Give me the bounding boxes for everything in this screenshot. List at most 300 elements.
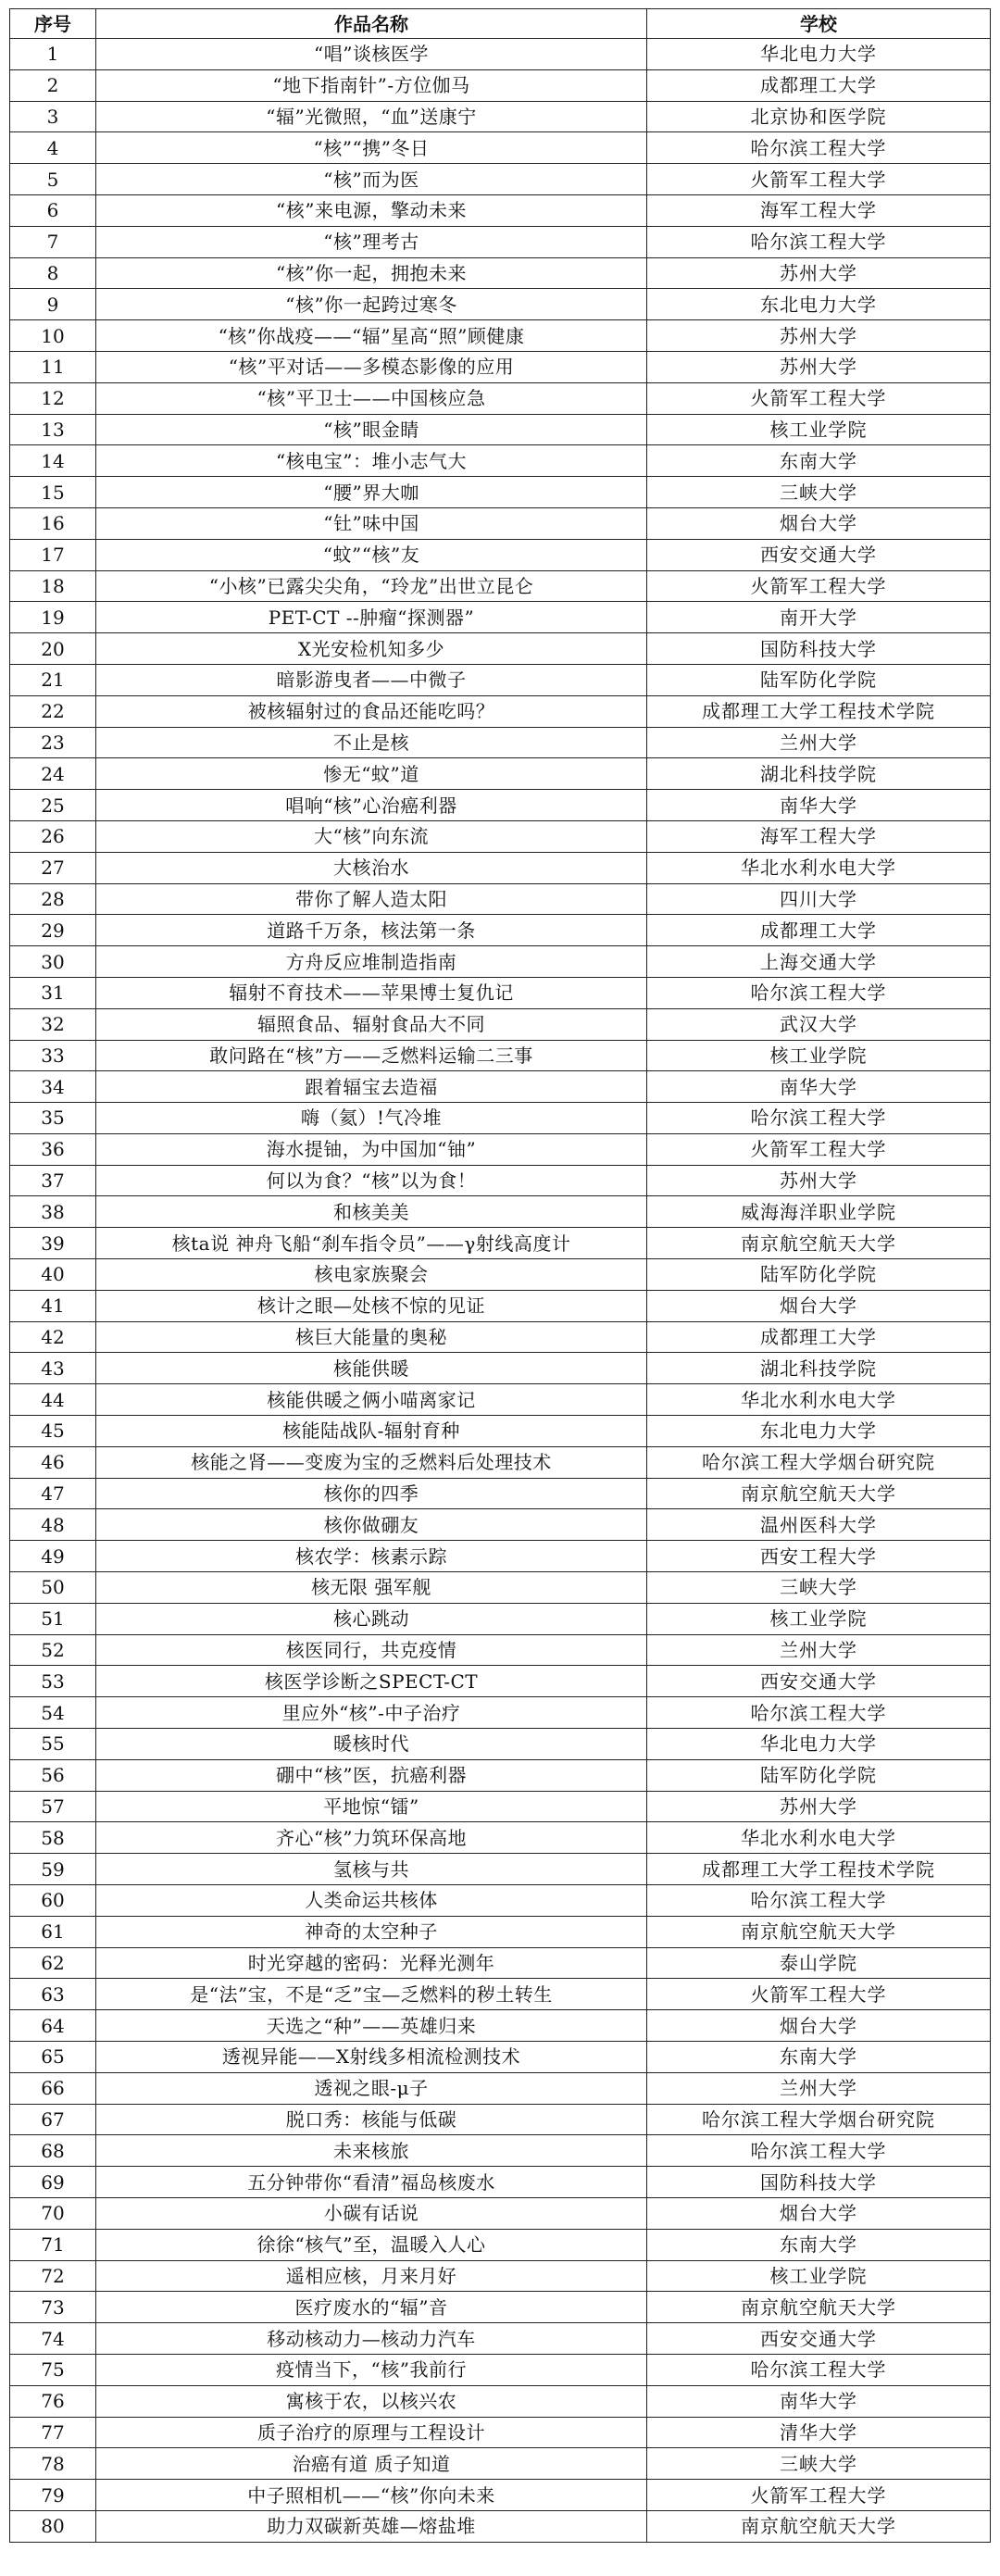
school-cell: 上海交通大学: [647, 946, 991, 978]
school-cell: 湖北科技学院: [647, 1353, 991, 1384]
work-title-cell: 核能之肾——变废为宝的乏燃料后处理技术: [96, 1446, 647, 1478]
work-title-cell: 方舟反应堆制造指南: [96, 946, 647, 978]
work-title-cell: 暖核时代: [96, 1729, 647, 1760]
work-title-cell: “蚊”“核”友: [96, 539, 647, 570]
serial-number-cell: 70: [10, 2197, 96, 2229]
table-body: [10, 39, 991, 2543]
serial-number-cell: 57: [10, 1791, 96, 1822]
school-cell: 南华大学: [647, 1071, 991, 1103]
serial-number-cell: 41: [10, 1290, 96, 1321]
work-title-cell: 大核治水: [96, 852, 647, 883]
table-row: [10, 2135, 991, 2167]
school-cell: 南京航空航天大学: [647, 2510, 991, 2542]
table-row: [10, 1071, 991, 1103]
work-title-cell: PET-CT --肿瘤“探测器”: [96, 602, 647, 633]
work-title-cell: 遥相应核，月来月好: [96, 2260, 647, 2292]
table-row: [10, 1572, 991, 1604]
serial-number-cell: 22: [10, 695, 96, 727]
table-row: [10, 1008, 991, 1040]
school-cell: 核工业学院: [647, 2260, 991, 2292]
serial-number-cell: 45: [10, 1416, 96, 1447]
serial-number-cell: 67: [10, 2104, 96, 2135]
table-row: [10, 695, 991, 727]
table-row: [10, 1165, 991, 1196]
school-cell: 国防科技大学: [647, 2167, 991, 2198]
table-row: [10, 507, 991, 539]
table-row: [10, 1791, 991, 1822]
table-row: [10, 1979, 991, 2010]
table-row: [10, 2167, 991, 2198]
serial-number-cell: 16: [10, 507, 96, 539]
header-work-title: 作品名称: [96, 9, 647, 39]
work-title-cell: “核”“携”冬日: [96, 132, 647, 164]
serial-number-cell: 74: [10, 2323, 96, 2355]
serial-number-cell: 10: [10, 320, 96, 352]
serial-number-cell: 29: [10, 915, 96, 946]
serial-number-cell: 6: [10, 194, 96, 226]
serial-number-cell: 7: [10, 226, 96, 257]
serial-number-cell: 43: [10, 1353, 96, 1384]
serial-number-cell: 37: [10, 1165, 96, 1196]
table-row: [10, 602, 991, 633]
school-cell: 西安交通大学: [647, 1666, 991, 1697]
table-row: [10, 289, 991, 320]
work-title-cell: 氢核与共: [96, 1854, 647, 1885]
school-cell: 温州医科大学: [647, 1509, 991, 1541]
table-row: [10, 351, 991, 382]
school-cell: 哈尔滨工程大学: [647, 1103, 991, 1134]
table-row: [10, 2010, 991, 2042]
serial-number-cell: 79: [10, 2480, 96, 2511]
school-cell: 陆军防化学院: [647, 1259, 991, 1291]
school-cell: 华北电力大学: [647, 1729, 991, 1760]
table-row: [10, 1353, 991, 1384]
serial-number-cell: 5: [10, 164, 96, 195]
serial-number-cell: 13: [10, 414, 96, 445]
school-cell: 苏州大学: [647, 1165, 991, 1196]
serial-number-cell: 44: [10, 1384, 96, 1416]
serial-number-cell: 11: [10, 351, 96, 382]
table-row: [10, 2480, 991, 2511]
table-row: [10, 1822, 991, 1854]
table-row: [10, 727, 991, 758]
school-cell: 哈尔滨工程大学烟台研究院: [647, 1446, 991, 1478]
serial-number-cell: 33: [10, 1040, 96, 1071]
serial-number-cell: 62: [10, 1947, 96, 1979]
school-cell: 苏州大学: [647, 257, 991, 289]
work-title-cell: 核计之眼—处核不惊的见证: [96, 1290, 647, 1321]
work-title-cell: 辐射不育技术——苹果博士复仇记: [96, 977, 647, 1008]
serial-number-cell: 18: [10, 570, 96, 602]
work-title-cell: 带你了解人造太阳: [96, 883, 647, 915]
school-cell: 东南大学: [647, 445, 991, 477]
school-cell: 成都理工大学: [647, 915, 991, 946]
table-row: [10, 1259, 991, 1291]
school-cell: 核工业学院: [647, 414, 991, 445]
table-row: [10, 1885, 991, 1917]
work-title-cell: “核”平对话——多模态影像的应用: [96, 351, 647, 382]
work-title-cell: 透视之眼-μ子: [96, 2072, 647, 2104]
serial-number-cell: 2: [10, 69, 96, 101]
work-title-cell: “腰”界大咖: [96, 477, 647, 508]
table-row: [10, 1446, 991, 1478]
work-title-cell: 小碳有话说: [96, 2197, 647, 2229]
school-cell: 兰州大学: [647, 2072, 991, 2104]
serial-number-cell: 20: [10, 633, 96, 665]
table-row: [10, 1103, 991, 1134]
serial-number-cell: 75: [10, 2354, 96, 2385]
school-cell: 西安工程大学: [647, 1541, 991, 1572]
serial-number-cell: 12: [10, 382, 96, 414]
school-cell: 哈尔滨工程大学烟台研究院: [647, 2104, 991, 2135]
work-title-cell: 核医同行，共克疫情: [96, 1634, 647, 1666]
work-title-cell: “钍”味中国: [96, 507, 647, 539]
school-cell: 华北水利水电大学: [647, 852, 991, 883]
table-row: [10, 39, 991, 70]
serial-number-cell: 53: [10, 1666, 96, 1697]
table-row: [10, 2260, 991, 2292]
school-cell: 成都理工大学: [647, 69, 991, 101]
work-title-cell: 不止是核: [96, 727, 647, 758]
school-cell: 南京航空航天大学: [647, 1478, 991, 1509]
work-title-cell: 里应外“核”-中子治疗: [96, 1697, 647, 1729]
work-title-cell: 神奇的太空种子: [96, 1916, 647, 1947]
table-row: [10, 2385, 991, 2417]
table-row: [10, 414, 991, 445]
school-cell: 成都理工大学: [647, 1321, 991, 1353]
school-cell: 哈尔滨工程大学: [647, 226, 991, 257]
work-title-cell: X光安检机知多少: [96, 633, 647, 665]
table-row: [10, 1697, 991, 1729]
table-row: [10, 320, 991, 352]
serial-number-cell: 34: [10, 1071, 96, 1103]
school-cell: 泰山学院: [647, 1947, 991, 1979]
school-cell: 海军工程大学: [647, 194, 991, 226]
school-cell: 南京航空航天大学: [647, 1228, 991, 1259]
school-cell: 烟台大学: [647, 2197, 991, 2229]
school-cell: 苏州大学: [647, 320, 991, 352]
work-title-cell: “辐”光微照，“血”送康宁: [96, 101, 647, 132]
school-cell: 南京航空航天大学: [647, 2292, 991, 2323]
serial-number-cell: 42: [10, 1321, 96, 1353]
work-title-cell: 惨无“蚊”道: [96, 758, 647, 790]
school-cell: 核工业学院: [647, 1603, 991, 1634]
work-title-cell: 核巨大能量的奥秘: [96, 1321, 647, 1353]
header-serial-number: 序号: [10, 9, 96, 39]
table-row: [10, 382, 991, 414]
school-cell: 火箭军工程大学: [647, 570, 991, 602]
table-row: [10, 2104, 991, 2135]
table-row: [10, 915, 991, 946]
work-title-cell: 医疗废水的“辐”音: [96, 2292, 647, 2323]
work-title-cell: 核无限 强军舰: [96, 1572, 647, 1604]
table-row: [10, 1916, 991, 1947]
table-row: [10, 164, 991, 195]
work-title-cell: 天选之“种”——英雄归来: [96, 2010, 647, 2042]
work-title-cell: 中子照相机——“核”你向未来: [96, 2480, 647, 2511]
serial-number-cell: 35: [10, 1103, 96, 1134]
school-cell: 烟台大学: [647, 507, 991, 539]
work-title-cell: “核”你战疫——“辐”星高“照”顾健康: [96, 320, 647, 352]
school-cell: 四川大学: [647, 883, 991, 915]
school-cell: 成都理工大学工程技术学院: [647, 695, 991, 727]
table-row: [10, 790, 991, 821]
serial-number-cell: 32: [10, 1008, 96, 1040]
work-title-cell: 齐心“核”力筑环保高地: [96, 1822, 647, 1854]
table-row: [10, 820, 991, 852]
table-row: [10, 883, 991, 915]
work-title-cell: “核”而为医: [96, 164, 647, 195]
table-row: [10, 633, 991, 665]
school-cell: 湖北科技学院: [647, 758, 991, 790]
school-cell: 东南大学: [647, 2042, 991, 2073]
table-row: [10, 1321, 991, 1353]
serial-number-cell: 76: [10, 2385, 96, 2417]
serial-number-cell: 50: [10, 1572, 96, 1604]
serial-number-cell: 61: [10, 1916, 96, 1947]
table-row: [10, 1040, 991, 1071]
table-row: [10, 101, 991, 132]
table-row: [10, 1509, 991, 1541]
table-row: [10, 1603, 991, 1634]
serial-number-cell: 51: [10, 1603, 96, 1634]
work-title-cell: 辐照食品、辐射食品大不同: [96, 1008, 647, 1040]
serial-number-cell: 21: [10, 664, 96, 695]
work-title-cell: 敢问路在“核”方——乏燃料运输二三事: [96, 1040, 647, 1071]
school-cell: 火箭军工程大学: [647, 382, 991, 414]
table-row: [10, 1416, 991, 1447]
work-title-cell: 是“法”宝，不是“乏”宝—乏燃料的秽土转生: [96, 1979, 647, 2010]
work-title-cell: 透视异能——X射线多相流检测技术: [96, 2042, 647, 2073]
table-row: [10, 1290, 991, 1321]
table-row: [10, 2354, 991, 2385]
serial-number-cell: 58: [10, 1822, 96, 1854]
work-title-cell: 海水提铀，为中国加“铀”: [96, 1133, 647, 1165]
serial-number-cell: 55: [10, 1729, 96, 1760]
school-cell: 西安交通大学: [647, 539, 991, 570]
serial-number-cell: 48: [10, 1509, 96, 1541]
serial-number-cell: 60: [10, 1885, 96, 1917]
table-row: [10, 2229, 991, 2260]
school-cell: 苏州大学: [647, 351, 991, 382]
work-title-cell: 核能供暖之俩小喵离家记: [96, 1384, 647, 1416]
works-table: [9, 8, 991, 2543]
work-title-cell: “核”平卫士——中国核应急: [96, 382, 647, 414]
table-row: [10, 1759, 991, 1791]
table-row: [10, 1666, 991, 1697]
serial-number-cell: 80: [10, 2510, 96, 2542]
school-cell: 哈尔滨工程大学: [647, 977, 991, 1008]
serial-number-cell: 72: [10, 2260, 96, 2292]
work-title-cell: “核”你一起跨过寒冬: [96, 289, 647, 320]
work-title-cell: “地下指南针”-方位伽马: [96, 69, 647, 101]
work-title-cell: 平地惊“镭”: [96, 1791, 647, 1822]
school-cell: 威海海洋职业学院: [647, 1196, 991, 1228]
school-cell: 华北水利水电大学: [647, 1384, 991, 1416]
school-cell: 陆军防化学院: [647, 1759, 991, 1791]
table-row: [10, 2323, 991, 2355]
table-row: [10, 1541, 991, 1572]
table-row: [10, 226, 991, 257]
work-title-cell: 唱响“核”心治癌利器: [96, 790, 647, 821]
table-row: [10, 664, 991, 695]
serial-number-cell: 71: [10, 2229, 96, 2260]
table-row: [10, 539, 991, 570]
school-cell: 海军工程大学: [647, 820, 991, 852]
work-title-cell: “小核”已露尖尖角，“玲龙”出世立昆仑: [96, 570, 647, 602]
serial-number-cell: 39: [10, 1228, 96, 1259]
school-cell: 火箭军工程大学: [647, 164, 991, 195]
serial-number-cell: 17: [10, 539, 96, 570]
serial-number-cell: 15: [10, 477, 96, 508]
serial-number-cell: 49: [10, 1541, 96, 1572]
serial-number-cell: 38: [10, 1196, 96, 1228]
work-title-cell: 核能供暖: [96, 1353, 647, 1384]
table-row: [10, 194, 991, 226]
work-title-cell: 人类命运共核体: [96, 1885, 647, 1917]
work-title-cell: 寓核于农，以核兴农: [96, 2385, 647, 2417]
work-title-cell: 核电家族聚会: [96, 1259, 647, 1291]
serial-number-cell: 40: [10, 1259, 96, 1291]
school-cell: 成都理工大学工程技术学院: [647, 1854, 991, 1885]
work-title-cell: “核”来电源，擎动未来: [96, 194, 647, 226]
school-cell: 东北电力大学: [647, 1416, 991, 1447]
work-title-cell: 核心跳动: [96, 1603, 647, 1634]
work-title-cell: “核”眼金睛: [96, 414, 647, 445]
work-title-cell: 移动核动力—核动力汽车: [96, 2323, 647, 2355]
school-cell: 火箭军工程大学: [647, 1133, 991, 1165]
school-cell: 哈尔滨工程大学: [647, 1697, 991, 1729]
work-title-cell: 疫情当下，“核”我前行: [96, 2354, 647, 2385]
table-row: [10, 1384, 991, 1416]
serial-number-cell: 1: [10, 39, 96, 70]
serial-number-cell: 26: [10, 820, 96, 852]
school-cell: 哈尔滨工程大学: [647, 132, 991, 164]
serial-number-cell: 27: [10, 852, 96, 883]
school-cell: 北京协和医学院: [647, 101, 991, 132]
school-cell: 西安交通大学: [647, 2323, 991, 2355]
work-title-cell: 质子治疗的原理与工程设计: [96, 2417, 647, 2448]
table-row: [10, 946, 991, 978]
school-cell: 东南大学: [647, 2229, 991, 2260]
serial-number-cell: 65: [10, 2042, 96, 2073]
work-title-cell: 治癌有道 质子知道: [96, 2448, 647, 2480]
work-title-cell: 和核美美: [96, 1196, 647, 1228]
table-row: [10, 2197, 991, 2229]
work-title-cell: “核”你一起，拥抱未来: [96, 257, 647, 289]
serial-number-cell: 77: [10, 2417, 96, 2448]
school-cell: 兰州大学: [647, 727, 991, 758]
work-title-cell: 核医学诊断之SPECT-CT: [96, 1666, 647, 1697]
table-row: [10, 69, 991, 101]
work-title-cell: 核能陆战队-辐射育种: [96, 1416, 647, 1447]
school-cell: 华北电力大学: [647, 39, 991, 70]
table-row: [10, 570, 991, 602]
work-title-cell: 徐徐“核气”至，温暖入人心: [96, 2229, 647, 2260]
serial-number-cell: 19: [10, 602, 96, 633]
table-row: [10, 1947, 991, 1979]
work-title-cell: 脱口秀：核能与低碳: [96, 2104, 647, 2135]
table-row: [10, 2417, 991, 2448]
school-cell: 哈尔滨工程大学: [647, 1885, 991, 1917]
table-row: [10, 257, 991, 289]
serial-number-cell: 25: [10, 790, 96, 821]
school-cell: 东北电力大学: [647, 289, 991, 320]
table-row: [10, 477, 991, 508]
serial-number-cell: 63: [10, 1979, 96, 2010]
work-title-cell: 助力双碳新英雄—熔盐堆: [96, 2510, 647, 2542]
table-row: [10, 852, 991, 883]
work-title-cell: 核农学：核素示踪: [96, 1541, 647, 1572]
table-row: [10, 2510, 991, 2542]
school-cell: 陆军防化学院: [647, 664, 991, 695]
school-cell: 武汉大学: [647, 1008, 991, 1040]
school-cell: 烟台大学: [647, 1290, 991, 1321]
table-row: [10, 1478, 991, 1509]
school-cell: 南京航空航天大学: [647, 1916, 991, 1947]
school-cell: 南华大学: [647, 790, 991, 821]
school-cell: 火箭军工程大学: [647, 2480, 991, 2511]
table-row: [10, 977, 991, 1008]
work-title-cell: “核电宝”：堆小志气大: [96, 445, 647, 477]
work-title-cell: 时光穿越的密码：光释光测年: [96, 1947, 647, 1979]
serial-number-cell: 9: [10, 289, 96, 320]
serial-number-cell: 30: [10, 946, 96, 978]
work-title-cell: “核”理考古: [96, 226, 647, 257]
school-cell: 国防科技大学: [647, 633, 991, 665]
serial-number-cell: 14: [10, 445, 96, 477]
school-cell: 苏州大学: [647, 1791, 991, 1822]
school-cell: 三峡大学: [647, 477, 991, 508]
serial-number-cell: 78: [10, 2448, 96, 2480]
school-cell: 三峡大学: [647, 1572, 991, 1604]
works-list-sheet: [9, 8, 990, 2543]
table-row: [10, 1133, 991, 1165]
table-row: [10, 1196, 991, 1228]
work-title-cell: “唱”谈核医学: [96, 39, 647, 70]
table-row: [10, 1634, 991, 1666]
serial-number-cell: 54: [10, 1697, 96, 1729]
work-title-cell: 跟着辐宝去造福: [96, 1071, 647, 1103]
serial-number-cell: 66: [10, 2072, 96, 2104]
school-cell: 兰州大学: [647, 1634, 991, 1666]
serial-number-cell: 52: [10, 1634, 96, 1666]
serial-number-cell: 8: [10, 257, 96, 289]
work-title-cell: 嗨（氦）!气冷堆: [96, 1103, 647, 1134]
table-row: [10, 1854, 991, 1885]
work-title-cell: 核你做硼友: [96, 1509, 647, 1541]
table-header-row: [10, 9, 991, 39]
school-cell: 南开大学: [647, 602, 991, 633]
school-cell: 火箭军工程大学: [647, 1979, 991, 2010]
serial-number-cell: 59: [10, 1854, 96, 1885]
table-row: [10, 1228, 991, 1259]
serial-number-cell: 36: [10, 1133, 96, 1165]
school-cell: 华北水利水电大学: [647, 1822, 991, 1854]
work-title-cell: 硼中“核”医，抗癌利器: [96, 1759, 647, 1791]
school-cell: 烟台大学: [647, 2010, 991, 2042]
serial-number-cell: 24: [10, 758, 96, 790]
serial-number-cell: 31: [10, 977, 96, 1008]
work-title-cell: 未来核旅: [96, 2135, 647, 2167]
school-cell: 核工业学院: [647, 1040, 991, 1071]
table-row: [10, 2072, 991, 2104]
work-title-cell: 核ta说 神舟飞船“刹车指令员”——γ射线高度计: [96, 1228, 647, 1259]
serial-number-cell: 23: [10, 727, 96, 758]
table-row: [10, 2292, 991, 2323]
serial-number-cell: 47: [10, 1478, 96, 1509]
table-row: [10, 2042, 991, 2073]
